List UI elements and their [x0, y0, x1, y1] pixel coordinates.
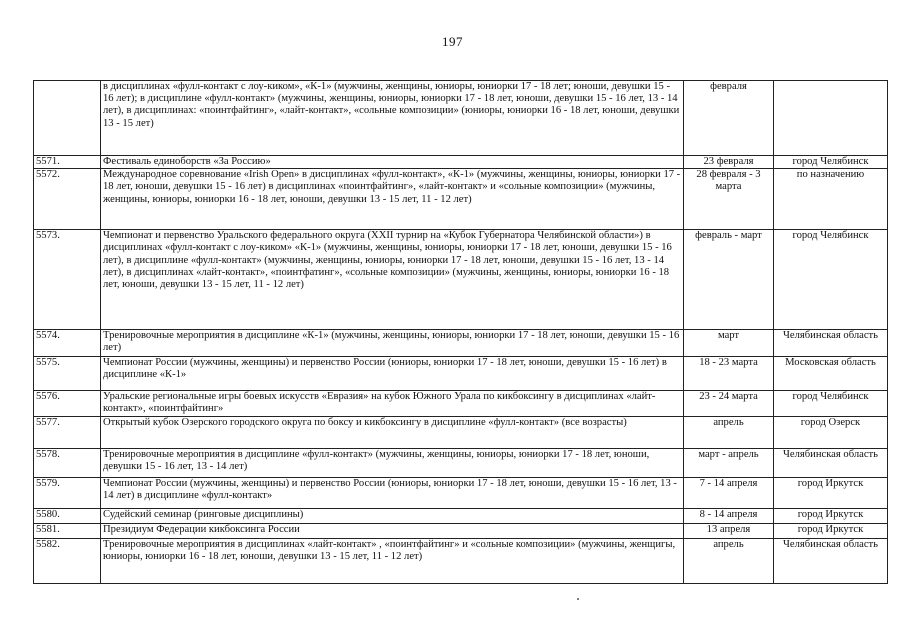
row-number: 5580. [34, 509, 101, 524]
event-location: Челябинская область [774, 330, 888, 357]
event-location: город Челябинск [774, 230, 888, 330]
table-row [34, 357, 888, 391]
event-date: 18 - 23 марта [684, 357, 774, 391]
table-row [34, 81, 888, 156]
event-date: февраля [684, 81, 774, 156]
event-date: март [684, 330, 774, 357]
table-row [34, 449, 888, 478]
event-description: Чемпионат России (мужчины, женщины) и первенство России (юниоры, юниорки 17 - 18 лет, юноши, девушки 15 - 16 лет, 13 - 14 лет) в дисциплине «фулл-контакт» [101, 478, 684, 509]
scan-speck [577, 598, 579, 600]
row-number: 5579. [34, 478, 101, 509]
event-description: Чемпионат и первенство Уральского федерального округа (XXII турнир на «Кубок Губернатора Челябинской области») в дисциплинах «фулл-контакт с лоу-киком» «К-1» (мужчины, женщины, юниоры, юниорки 17 - 18 лет, юноши, девушки 15 - 16 лет), в дисциплине «фулл-контакт» (мужчины, женщины, юниоры, юниорки 17 - 18 лет, юноши, девушки 15 - 16 лет, 13 - 14 лет), в дисциплинах «лайт-контакт», «поинтфатинг», «сольные композиции» (мужчины, женщины, юниоры, юниорки 16 - 18 лет, юноши, девушки 13 - 15 лет, 11 - 12 лет) [101, 230, 684, 330]
event-location: Челябинская область [774, 539, 888, 584]
event-date: апрель [684, 539, 774, 584]
event-schedule-table [33, 80, 888, 584]
row-number: 5577. [34, 417, 101, 449]
event-date: 23 февраля [684, 156, 774, 169]
event-date: 23 - 24 марта [684, 391, 774, 417]
event-location: город Челябинск [774, 156, 888, 169]
row-number: 5571. [34, 156, 101, 169]
event-description: Фестиваль единоборств «За Россию» [101, 156, 684, 169]
event-date: 28 февраля - 3 марта [684, 169, 774, 230]
table-row [34, 391, 888, 417]
event-location: город Иркутск [774, 509, 888, 524]
event-description: Тренировочные мероприятия в дисциплине «К-1» (мужчины, женщины, юниоры, юниорки 17 - 18 лет, юноши, девушки 15 - 16 лет) [101, 330, 684, 357]
row-number: 5573. [34, 230, 101, 330]
event-location: по назначению [774, 169, 888, 230]
event-description: в дисциплинах «фулл-контакт с лоу-киком», «К-1» (мужчины, женщины, юниоры, юниорки 17 - 18 лет; юноши, девушки 15 - 16 лет); в дисциплине «фулл-контакт» (мужчины, женщины, юниоры, юниорки 17 - 18 лет, юноши, девушки 15 - 16 лет, 13 - 14 лет), в дисциплинах: «поинтфайтинг», «лайт-контакт», «сольные композиции» (юниоры, юниорки 16 - 18 лет, юноши, девушки 13 - 15 лет) [101, 81, 684, 156]
page-number: 197 [442, 34, 463, 49]
table-row [34, 169, 888, 230]
table-row [34, 478, 888, 509]
event-date: 7 - 14 апреля [684, 478, 774, 509]
table-row [34, 417, 888, 449]
row-number: 5581. [34, 524, 101, 539]
event-description: Уральские региональные игры боевых искусств «Евразия» на кубок Южного Урала по кикбоксингу в дисциплинах «лайт-контакт», «поинтфайтинг» [101, 391, 684, 417]
table-row [34, 330, 888, 357]
event-date: март - апрель [684, 449, 774, 478]
event-location [774, 81, 888, 156]
event-description: Международное соревнование «Irish Open» в дисциплинах «фулл-контакт», «К-1» (мужчины, женщины, юниоры, юниорки 17 - 18 лет, юноши, девушки 15 - 16 лет) в дисциплинах «поинтфайтинг», «лайт-контакт» и «сольные композиции» (мужчины, женщины, юниоры, юниорки 16 - 18 лет, юноши, девушки 13 - 15 лет, 11 - 12 лет) [101, 169, 684, 230]
row-number: 5578. [34, 449, 101, 478]
event-date: 8 - 14 апреля [684, 509, 774, 524]
event-location: Московская область [774, 357, 888, 391]
event-location: Челябинская область [774, 449, 888, 478]
event-location: город Иркутск [774, 524, 888, 539]
row-number: 5582. [34, 539, 101, 584]
row-number: 5576. [34, 391, 101, 417]
event-description: Открытый кубок Озерского городского округа по боксу и кикбоксингу в дисциплине «фулл-контакт» (все возрасты) [101, 417, 684, 449]
row-number [34, 81, 101, 156]
table-row [34, 539, 888, 584]
event-description: Тренировочные мероприятия в дисциплине «фулл-контакт» (мужчины, женщины, юниоры, юниорки 17 - 18 лет, юноши, девушки 15 - 16 лет, 13 - 14 лет) [101, 449, 684, 478]
row-number: 5572. [34, 169, 101, 230]
table-row [34, 509, 888, 524]
event-date: февраль - март [684, 230, 774, 330]
table-row [34, 230, 888, 330]
event-date: апрель [684, 417, 774, 449]
event-description: Президиум Федерации кикбоксинга России [101, 524, 684, 539]
table-row [34, 156, 888, 169]
row-number: 5575. [34, 357, 101, 391]
row-number: 5574. [34, 330, 101, 357]
table-row [34, 524, 888, 539]
event-date: 13 апреля [684, 524, 774, 539]
event-description: Тренировочные мероприятия в дисциплинах «лайт-контакт» , «поинтфайтинг» и «сольные композиции» (мужчины, женщигы, юниоры, юниорки 16 - 18 лет, юноши, девушки 13 - 15 лет, 11 - 12 лет) [101, 539, 684, 584]
event-location: город Озерск [774, 417, 888, 449]
event-location: город Челябинск [774, 391, 888, 417]
event-location: город Иркутск [774, 478, 888, 509]
event-description: Чемпионат России (мужчины, женщины) и первенство России (юниоры, юниорки 17 - 18 лет, юноши, девушки 15 - 16 лет) в дисциплине «К-1» [101, 357, 684, 391]
event-description: Судейский семинар (ринговые дисциплины) [101, 509, 684, 524]
